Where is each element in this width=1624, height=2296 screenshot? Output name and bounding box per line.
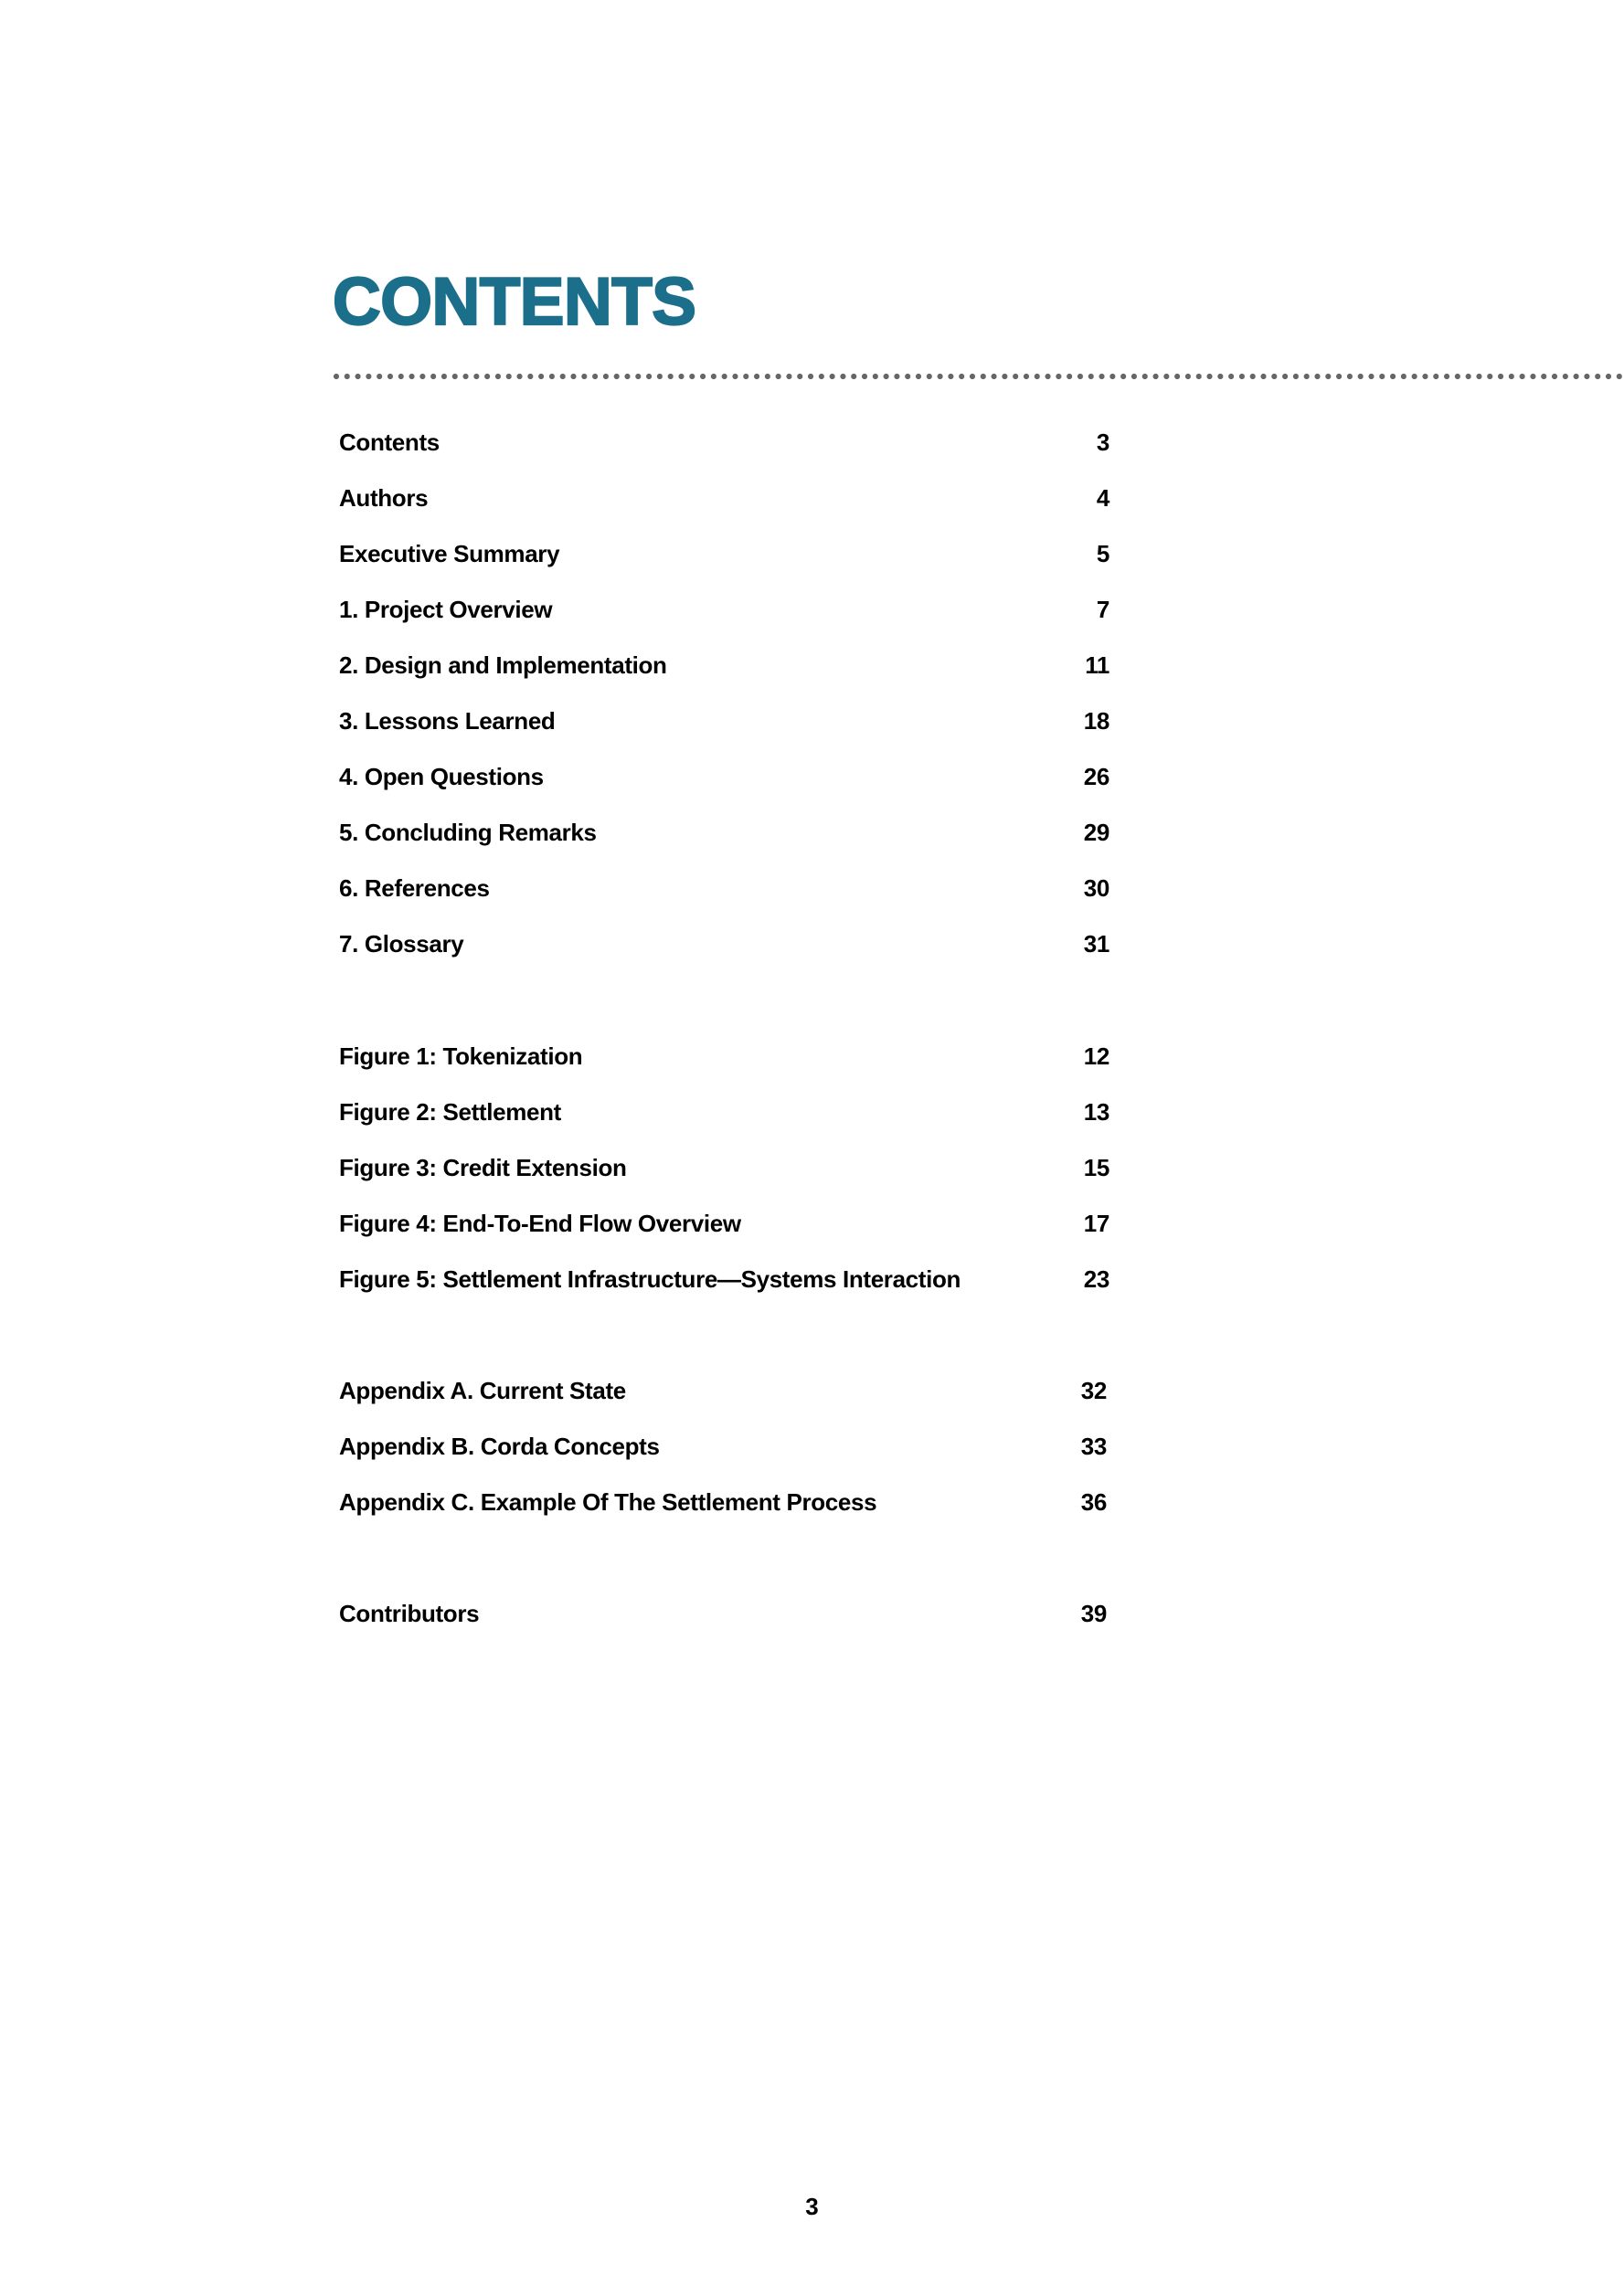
dotted-divider bbox=[334, 374, 1624, 379]
toc-entry-page: 26 bbox=[1083, 763, 1109, 790]
toc-entry-label: 4. Open Questions bbox=[339, 763, 544, 790]
toc-entry-label: Contributors bbox=[339, 1600, 480, 1627]
toc-entry-page: 36 bbox=[1080, 1488, 1107, 1516]
toc-entry-label: 2. Design and Implementation bbox=[339, 651, 667, 679]
toc-entry-label: Appendix B. Corda Concepts bbox=[339, 1433, 660, 1460]
toc-entry-page: 32 bbox=[1080, 1377, 1107, 1404]
toc-entry-page: 5 bbox=[1096, 540, 1109, 567]
toc-entry-label: Figure 5: Settlement Infrastructure—Systems Interaction bbox=[339, 1265, 961, 1293]
toc-entry-label: Executive Summary bbox=[339, 540, 560, 567]
page-number: 3 bbox=[805, 2193, 819, 2220]
toc-entry-label: 1. Project Overview bbox=[339, 596, 553, 623]
toc-entry-page: 18 bbox=[1083, 707, 1109, 735]
toc-entry-label: Appendix A. Current State bbox=[339, 1377, 626, 1404]
toc-entry-page: 12 bbox=[1083, 1042, 1109, 1070]
toc-entry-page: 15 bbox=[1083, 1154, 1109, 1181]
toc-entry-page: 13 bbox=[1083, 1098, 1109, 1126]
toc-entry-label: Figure 3: Credit Extension bbox=[339, 1154, 627, 1181]
toc-entry-page: 17 bbox=[1083, 1210, 1109, 1237]
toc-entry-page: 31 bbox=[1083, 930, 1109, 958]
toc-entry-page: 30 bbox=[1083, 874, 1109, 902]
toc-entry-page: 23 bbox=[1083, 1265, 1109, 1293]
toc-entry-label: 7. Glossary bbox=[339, 930, 464, 958]
toc-entry-page: 3 bbox=[1096, 429, 1109, 456]
page-title: CONTENTS bbox=[333, 265, 696, 339]
toc-entry-label: Authors bbox=[339, 484, 429, 512]
toc-entry-page: 29 bbox=[1083, 819, 1109, 846]
toc-entry-label: 6. References bbox=[339, 874, 490, 902]
toc-entry-label: Figure 4: End-To-End Flow Overview bbox=[339, 1210, 741, 1237]
toc-entry-label: 5. Concluding Remarks bbox=[339, 819, 597, 846]
toc-entry-page: 33 bbox=[1080, 1433, 1107, 1460]
toc-entry-page: 7 bbox=[1096, 596, 1109, 623]
toc-entry-label: Figure 2: Settlement bbox=[339, 1098, 561, 1126]
toc-entry-label: 3. Lessons Learned bbox=[339, 707, 556, 735]
toc-entry-label: Figure 1: Tokenization bbox=[339, 1042, 583, 1070]
toc-entry-page: 4 bbox=[1096, 484, 1109, 512]
toc-entry-page: 11 bbox=[1085, 651, 1109, 679]
toc-entry-label: Appendix C. Example Of The Settlement Process bbox=[339, 1488, 877, 1516]
toc-entry-page: 39 bbox=[1080, 1600, 1107, 1627]
toc-entry-label: Contents bbox=[339, 429, 440, 456]
